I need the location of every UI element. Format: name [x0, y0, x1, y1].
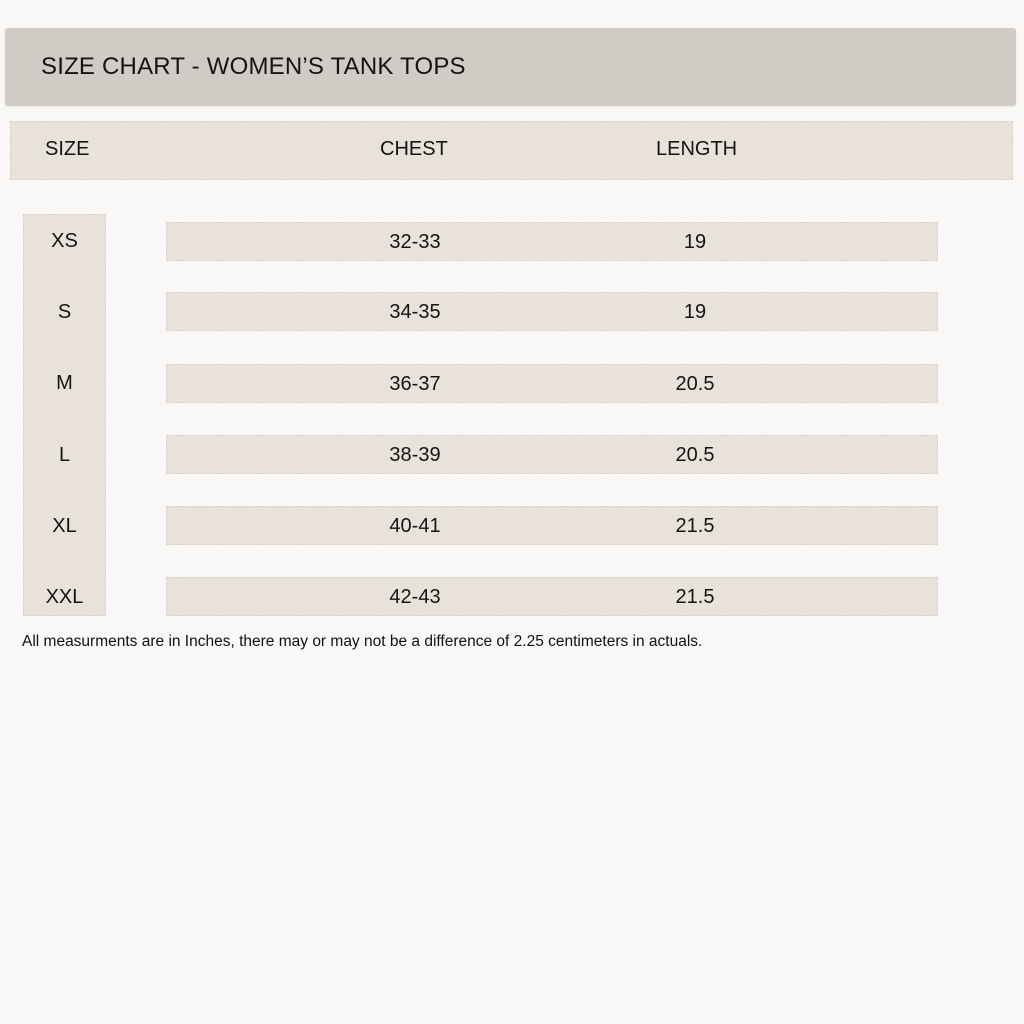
table-row — [166, 364, 938, 403]
table-row — [166, 222, 938, 261]
chest-value: 38-39 — [389, 444, 441, 466]
size-label-xxl: XXL — [45, 586, 84, 608]
header-length: LENGTH — [656, 138, 738, 160]
size-label-m: M — [56, 372, 73, 394]
chest-value: 42-43 — [389, 586, 441, 608]
size-label-s: S — [57, 301, 72, 323]
size-column — [23, 214, 106, 616]
length-value: 21.5 — [675, 515, 715, 537]
length-value: 20.5 — [675, 444, 715, 466]
title-bar — [5, 28, 1016, 106]
length-value: 19 — [683, 231, 707, 253]
length-value: 19 — [683, 301, 707, 323]
table-row — [166, 435, 938, 474]
table-row — [166, 292, 938, 331]
size-label-xl: XL — [52, 515, 77, 537]
chest-value: 32-33 — [389, 231, 441, 253]
chest-value: 34-35 — [389, 301, 441, 323]
table-header — [10, 121, 1013, 180]
table-row — [166, 506, 938, 545]
header-chest: CHEST — [380, 138, 448, 160]
header-size: SIZE — [45, 138, 90, 160]
chest-value: 40-41 — [389, 515, 441, 537]
size-label-xs: XS — [51, 230, 78, 252]
table-row — [166, 577, 938, 616]
chest-value: 36-37 — [389, 373, 441, 395]
size-label-l: L — [58, 444, 71, 466]
footnote: All measurments are in Inches, there may or may not be a difference of 2.25 centimeters in actuals. — [22, 633, 703, 650]
length-value: 20.5 — [675, 373, 715, 395]
length-value: 21.5 — [675, 586, 715, 608]
page-title: SIZE CHART - WOMEN’S TANK TOPS — [41, 53, 466, 80]
